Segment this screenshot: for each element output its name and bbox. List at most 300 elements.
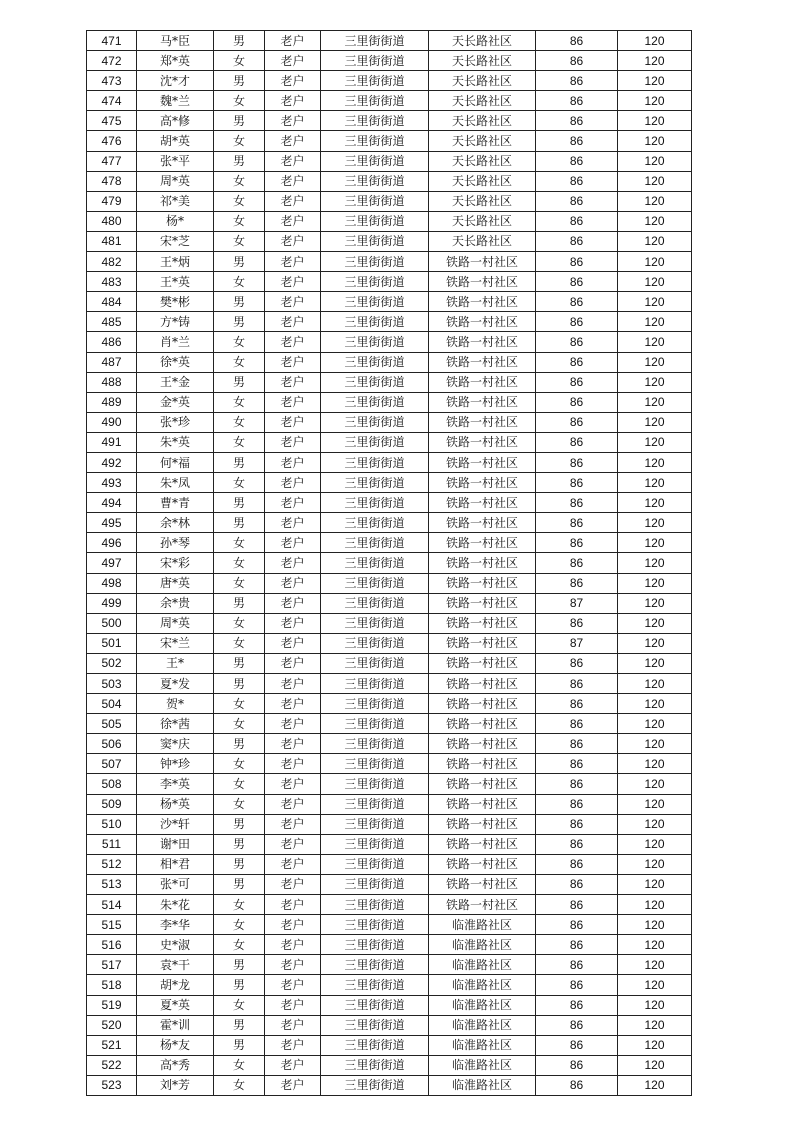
row-number-cell: 516 [87, 935, 137, 955]
street-cell: 三里街街道 [321, 1035, 429, 1055]
table-row [87, 292, 692, 312]
table-row [87, 533, 692, 553]
age-cell: 86 [536, 674, 618, 694]
household-type-cell: 老户 [265, 513, 321, 533]
household-type-cell: 老户 [265, 854, 321, 874]
household-type-cell: 老户 [265, 774, 321, 794]
age-cell: 86 [536, 794, 618, 814]
street-cell: 三里街街道 [321, 473, 429, 493]
age-cell: 86 [536, 734, 618, 754]
row-number-cell: 490 [87, 412, 137, 432]
amount-cell: 120 [618, 895, 692, 915]
table-row [87, 633, 692, 653]
table-row [87, 613, 692, 633]
elderly-subsidy-table [86, 30, 692, 1096]
table-body [87, 31, 692, 1096]
street-cell: 三里街街道 [321, 493, 429, 513]
gender-cell: 男 [214, 372, 265, 392]
table-row [87, 935, 692, 955]
gender-cell: 男 [214, 1015, 265, 1035]
name-cell: 王* [137, 653, 214, 673]
street-cell: 三里街街道 [321, 613, 429, 633]
gender-cell: 男 [214, 292, 265, 312]
street-cell: 三里街街道 [321, 975, 429, 995]
gender-cell: 女 [214, 91, 265, 111]
name-cell: 刘*芳 [137, 1075, 214, 1095]
household-type-cell: 老户 [265, 553, 321, 573]
age-cell: 86 [536, 493, 618, 513]
gender-cell: 女 [214, 794, 265, 814]
table-row [87, 51, 692, 71]
age-cell: 86 [536, 533, 618, 553]
table-row [87, 392, 692, 412]
street-cell: 三里街街道 [321, 754, 429, 774]
household-type-cell: 老户 [265, 292, 321, 312]
age-cell: 86 [536, 814, 618, 834]
row-number-cell: 506 [87, 734, 137, 754]
household-type-cell: 老户 [265, 91, 321, 111]
gender-cell: 男 [214, 1035, 265, 1055]
gender-cell: 男 [214, 71, 265, 91]
name-cell: 朱*凤 [137, 473, 214, 493]
table-row [87, 714, 692, 734]
street-cell: 三里街街道 [321, 995, 429, 1015]
table-row [87, 1055, 692, 1075]
age-cell: 86 [536, 613, 618, 633]
street-cell: 三里街街道 [321, 834, 429, 854]
household-type-cell: 老户 [265, 392, 321, 412]
amount-cell: 120 [618, 1035, 692, 1055]
age-cell: 86 [536, 31, 618, 51]
community-cell: 铁路一村社区 [429, 674, 536, 694]
name-cell: 钟*珍 [137, 754, 214, 774]
name-cell: 夏*发 [137, 674, 214, 694]
gender-cell: 男 [214, 814, 265, 834]
table-row [87, 332, 692, 352]
name-cell: 方*铸 [137, 312, 214, 332]
street-cell: 三里街街道 [321, 252, 429, 272]
amount-cell: 120 [618, 252, 692, 272]
table-row [87, 854, 692, 874]
gender-cell: 男 [214, 151, 265, 171]
table-row [87, 31, 692, 51]
household-type-cell: 老户 [265, 231, 321, 251]
gender-cell: 男 [214, 834, 265, 854]
table-row [87, 593, 692, 613]
row-number-cell: 491 [87, 432, 137, 452]
age-cell: 86 [536, 1075, 618, 1095]
street-cell: 三里街街道 [321, 955, 429, 975]
household-type-cell: 老户 [265, 573, 321, 593]
street-cell: 三里街街道 [321, 915, 429, 935]
amount-cell: 120 [618, 171, 692, 191]
community-cell: 铁路一村社区 [429, 392, 536, 412]
amount-cell: 120 [618, 71, 692, 91]
age-cell: 86 [536, 91, 618, 111]
row-number-cell: 518 [87, 975, 137, 995]
table-row [87, 955, 692, 975]
community-cell: 铁路一村社区 [429, 814, 536, 834]
household-type-cell: 老户 [265, 734, 321, 754]
row-number-cell: 474 [87, 91, 137, 111]
name-cell: 相*君 [137, 854, 214, 874]
amount-cell: 120 [618, 955, 692, 975]
street-cell: 三里街街道 [321, 31, 429, 51]
row-number-cell: 501 [87, 633, 137, 653]
gender-cell: 女 [214, 553, 265, 573]
row-number-cell: 482 [87, 252, 137, 272]
amount-cell: 120 [618, 533, 692, 553]
amount-cell: 120 [618, 493, 692, 513]
name-cell: 高*修 [137, 111, 214, 131]
community-cell: 天长路社区 [429, 151, 536, 171]
household-type-cell: 老户 [265, 1015, 321, 1035]
street-cell: 三里街街道 [321, 694, 429, 714]
name-cell: 李*英 [137, 774, 214, 794]
age-cell: 86 [536, 1055, 618, 1075]
age-cell: 86 [536, 231, 618, 251]
street-cell: 三里街街道 [321, 231, 429, 251]
name-cell: 徐*英 [137, 352, 214, 372]
gender-cell: 女 [214, 211, 265, 231]
gender-cell: 女 [214, 774, 265, 794]
gender-cell: 男 [214, 513, 265, 533]
age-cell: 86 [536, 412, 618, 432]
gender-cell: 男 [214, 593, 265, 613]
gender-cell: 女 [214, 995, 265, 1015]
gender-cell: 女 [214, 432, 265, 452]
household-type-cell: 老户 [265, 533, 321, 553]
table-row [87, 694, 692, 714]
row-number-cell: 486 [87, 332, 137, 352]
amount-cell: 120 [618, 995, 692, 1015]
community-cell: 临淮路社区 [429, 975, 536, 995]
amount-cell: 120 [618, 854, 692, 874]
table-row [87, 412, 692, 432]
table-row [87, 573, 692, 593]
table-row [87, 553, 692, 573]
name-cell: 郑*英 [137, 51, 214, 71]
household-type-cell: 老户 [265, 935, 321, 955]
table-row [87, 513, 692, 533]
household-type-cell: 老户 [265, 31, 321, 51]
community-cell: 临淮路社区 [429, 1015, 536, 1035]
gender-cell: 男 [214, 674, 265, 694]
name-cell: 王*炳 [137, 252, 214, 272]
age-cell: 86 [536, 332, 618, 352]
row-number-cell: 503 [87, 674, 137, 694]
table-row [87, 91, 692, 111]
street-cell: 三里街街道 [321, 573, 429, 593]
street-cell: 三里街街道 [321, 372, 429, 392]
row-number-cell: 519 [87, 995, 137, 1015]
gender-cell: 男 [214, 975, 265, 995]
community-cell: 天长路社区 [429, 111, 536, 131]
row-number-cell: 508 [87, 774, 137, 794]
gender-cell: 女 [214, 231, 265, 251]
row-number-cell: 510 [87, 814, 137, 834]
age-cell: 86 [536, 1035, 618, 1055]
street-cell: 三里街街道 [321, 292, 429, 312]
community-cell: 天长路社区 [429, 91, 536, 111]
amount-cell: 120 [618, 473, 692, 493]
age-cell: 86 [536, 252, 618, 272]
name-cell: 朱*花 [137, 895, 214, 915]
amount-cell: 120 [618, 131, 692, 151]
community-cell: 铁路一村社区 [429, 613, 536, 633]
amount-cell: 120 [618, 91, 692, 111]
table-row [87, 754, 692, 774]
age-cell: 86 [536, 834, 618, 854]
name-cell: 沈*才 [137, 71, 214, 91]
community-cell: 铁路一村社区 [429, 412, 536, 432]
community-cell: 临淮路社区 [429, 995, 536, 1015]
row-number-cell: 497 [87, 553, 137, 573]
row-number-cell: 472 [87, 51, 137, 71]
amount-cell: 120 [618, 834, 692, 854]
community-cell: 铁路一村社区 [429, 653, 536, 673]
age-cell: 86 [536, 71, 618, 91]
street-cell: 三里街街道 [321, 935, 429, 955]
gender-cell: 女 [214, 915, 265, 935]
household-type-cell: 老户 [265, 71, 321, 91]
gender-cell: 男 [214, 111, 265, 131]
age-cell: 86 [536, 312, 618, 332]
table-row [87, 493, 692, 513]
gender-cell: 女 [214, 1075, 265, 1095]
amount-cell: 120 [618, 593, 692, 613]
street-cell: 三里街街道 [321, 533, 429, 553]
amount-cell: 120 [618, 1015, 692, 1035]
amount-cell: 120 [618, 352, 692, 372]
community-cell: 铁路一村社区 [429, 553, 536, 573]
age-cell: 86 [536, 995, 618, 1015]
name-cell: 魏*兰 [137, 91, 214, 111]
table-row [87, 794, 692, 814]
row-number-cell: 483 [87, 272, 137, 292]
table-row [87, 834, 692, 854]
name-cell: 王*金 [137, 372, 214, 392]
name-cell: 霍*训 [137, 1015, 214, 1035]
table-row [87, 352, 692, 372]
age-cell: 86 [536, 915, 618, 935]
name-cell: 沙*轩 [137, 814, 214, 834]
gender-cell: 女 [214, 473, 265, 493]
table-row [87, 975, 692, 995]
name-cell: 史*淑 [137, 935, 214, 955]
table-row [87, 252, 692, 272]
community-cell: 铁路一村社区 [429, 312, 536, 332]
row-number-cell: 476 [87, 131, 137, 151]
gender-cell: 女 [214, 573, 265, 593]
age-cell: 86 [536, 151, 618, 171]
table-row [87, 1015, 692, 1035]
household-type-cell: 老户 [265, 332, 321, 352]
gender-cell: 女 [214, 633, 265, 653]
amount-cell: 120 [618, 1055, 692, 1075]
age-cell: 86 [536, 694, 618, 714]
amount-cell: 120 [618, 392, 692, 412]
household-type-cell: 老户 [265, 754, 321, 774]
gender-cell: 女 [214, 272, 265, 292]
community-cell: 临淮路社区 [429, 1035, 536, 1055]
age-cell: 86 [536, 473, 618, 493]
row-number-cell: 493 [87, 473, 137, 493]
table-row [87, 774, 692, 794]
age-cell: 86 [536, 955, 618, 975]
street-cell: 三里街街道 [321, 895, 429, 915]
household-type-cell: 老户 [265, 151, 321, 171]
row-number-cell: 505 [87, 714, 137, 734]
name-cell: 朱*英 [137, 432, 214, 452]
household-type-cell: 老户 [265, 191, 321, 211]
name-cell: 唐*英 [137, 573, 214, 593]
street-cell: 三里街街道 [321, 734, 429, 754]
gender-cell: 女 [214, 412, 265, 432]
household-type-cell: 老户 [265, 895, 321, 915]
street-cell: 三里街街道 [321, 412, 429, 432]
street-cell: 三里街街道 [321, 814, 429, 834]
name-cell: 王*英 [137, 272, 214, 292]
household-type-cell: 老户 [265, 211, 321, 231]
row-number-cell: 495 [87, 513, 137, 533]
amount-cell: 120 [618, 814, 692, 834]
household-type-cell: 老户 [265, 252, 321, 272]
amount-cell: 120 [618, 231, 692, 251]
community-cell: 铁路一村社区 [429, 372, 536, 392]
table-row [87, 151, 692, 171]
row-number-cell: 498 [87, 573, 137, 593]
gender-cell: 女 [214, 533, 265, 553]
name-cell: 张*珍 [137, 412, 214, 432]
gender-cell: 女 [214, 51, 265, 71]
amount-cell: 120 [618, 734, 692, 754]
row-number-cell: 481 [87, 231, 137, 251]
community-cell: 铁路一村社区 [429, 513, 536, 533]
street-cell: 三里街街道 [321, 513, 429, 533]
amount-cell: 120 [618, 1075, 692, 1095]
row-number-cell: 515 [87, 915, 137, 935]
community-cell: 铁路一村社区 [429, 493, 536, 513]
name-cell: 孙*琴 [137, 533, 214, 553]
table-row [87, 131, 692, 151]
amount-cell: 120 [618, 412, 692, 432]
table-row [87, 111, 692, 131]
community-cell: 铁路一村社区 [429, 834, 536, 854]
row-number-cell: 478 [87, 171, 137, 191]
household-type-cell: 老户 [265, 694, 321, 714]
amount-cell: 120 [618, 975, 692, 995]
household-type-cell: 老户 [265, 1035, 321, 1055]
community-cell: 临淮路社区 [429, 935, 536, 955]
street-cell: 三里街街道 [321, 111, 429, 131]
age-cell: 86 [536, 452, 618, 472]
amount-cell: 120 [618, 714, 692, 734]
community-cell: 铁路一村社区 [429, 473, 536, 493]
row-number-cell: 500 [87, 613, 137, 633]
community-cell: 天长路社区 [429, 31, 536, 51]
community-cell: 天长路社区 [429, 131, 536, 151]
street-cell: 三里街街道 [321, 714, 429, 734]
street-cell: 三里街街道 [321, 553, 429, 573]
community-cell: 天长路社区 [429, 191, 536, 211]
street-cell: 三里街街道 [321, 452, 429, 472]
row-number-cell: 517 [87, 955, 137, 975]
street-cell: 三里街街道 [321, 191, 429, 211]
household-type-cell: 老户 [265, 995, 321, 1015]
table-row [87, 432, 692, 452]
amount-cell: 120 [618, 312, 692, 332]
age-cell: 86 [536, 975, 618, 995]
community-cell: 铁路一村社区 [429, 593, 536, 613]
age-cell: 87 [536, 633, 618, 653]
household-type-cell: 老户 [265, 352, 321, 372]
table-row [87, 372, 692, 392]
household-type-cell: 老户 [265, 51, 321, 71]
row-number-cell: 523 [87, 1075, 137, 1095]
household-type-cell: 老户 [265, 432, 321, 452]
name-cell: 周*英 [137, 171, 214, 191]
row-number-cell: 514 [87, 895, 137, 915]
gender-cell: 男 [214, 955, 265, 975]
household-type-cell: 老户 [265, 171, 321, 191]
street-cell: 三里街街道 [321, 794, 429, 814]
gender-cell: 女 [214, 613, 265, 633]
street-cell: 三里街街道 [321, 392, 429, 412]
community-cell: 铁路一村社区 [429, 352, 536, 372]
gender-cell: 女 [214, 392, 265, 412]
community-cell: 铁路一村社区 [429, 694, 536, 714]
street-cell: 三里街街道 [321, 151, 429, 171]
age-cell: 86 [536, 935, 618, 955]
street-cell: 三里街街道 [321, 91, 429, 111]
name-cell: 夏*英 [137, 995, 214, 1015]
age-cell: 86 [536, 1015, 618, 1035]
household-type-cell: 老户 [265, 131, 321, 151]
name-cell: 胡*英 [137, 131, 214, 151]
table-row [87, 895, 692, 915]
community-cell: 铁路一村社区 [429, 734, 536, 754]
gender-cell: 女 [214, 191, 265, 211]
street-cell: 三里街街道 [321, 332, 429, 352]
community-cell: 铁路一村社区 [429, 714, 536, 734]
table-row [87, 814, 692, 834]
amount-cell: 120 [618, 653, 692, 673]
community-cell: 铁路一村社区 [429, 533, 536, 553]
age-cell: 86 [536, 573, 618, 593]
age-cell: 86 [536, 432, 618, 452]
amount-cell: 120 [618, 754, 692, 774]
age-cell: 86 [536, 754, 618, 774]
amount-cell: 120 [618, 553, 692, 573]
gender-cell: 男 [214, 653, 265, 673]
row-number-cell: 521 [87, 1035, 137, 1055]
row-number-cell: 473 [87, 71, 137, 91]
household-type-cell: 老户 [265, 372, 321, 392]
table-row [87, 171, 692, 191]
table-row [87, 71, 692, 91]
name-cell: 杨*英 [137, 794, 214, 814]
age-cell: 86 [536, 272, 618, 292]
street-cell: 三里街街道 [321, 131, 429, 151]
amount-cell: 120 [618, 874, 692, 894]
amount-cell: 120 [618, 613, 692, 633]
amount-cell: 120 [618, 211, 692, 231]
household-type-cell: 老户 [265, 915, 321, 935]
name-cell: 胡*龙 [137, 975, 214, 995]
amount-cell: 120 [618, 774, 692, 794]
name-cell: 周*英 [137, 613, 214, 633]
